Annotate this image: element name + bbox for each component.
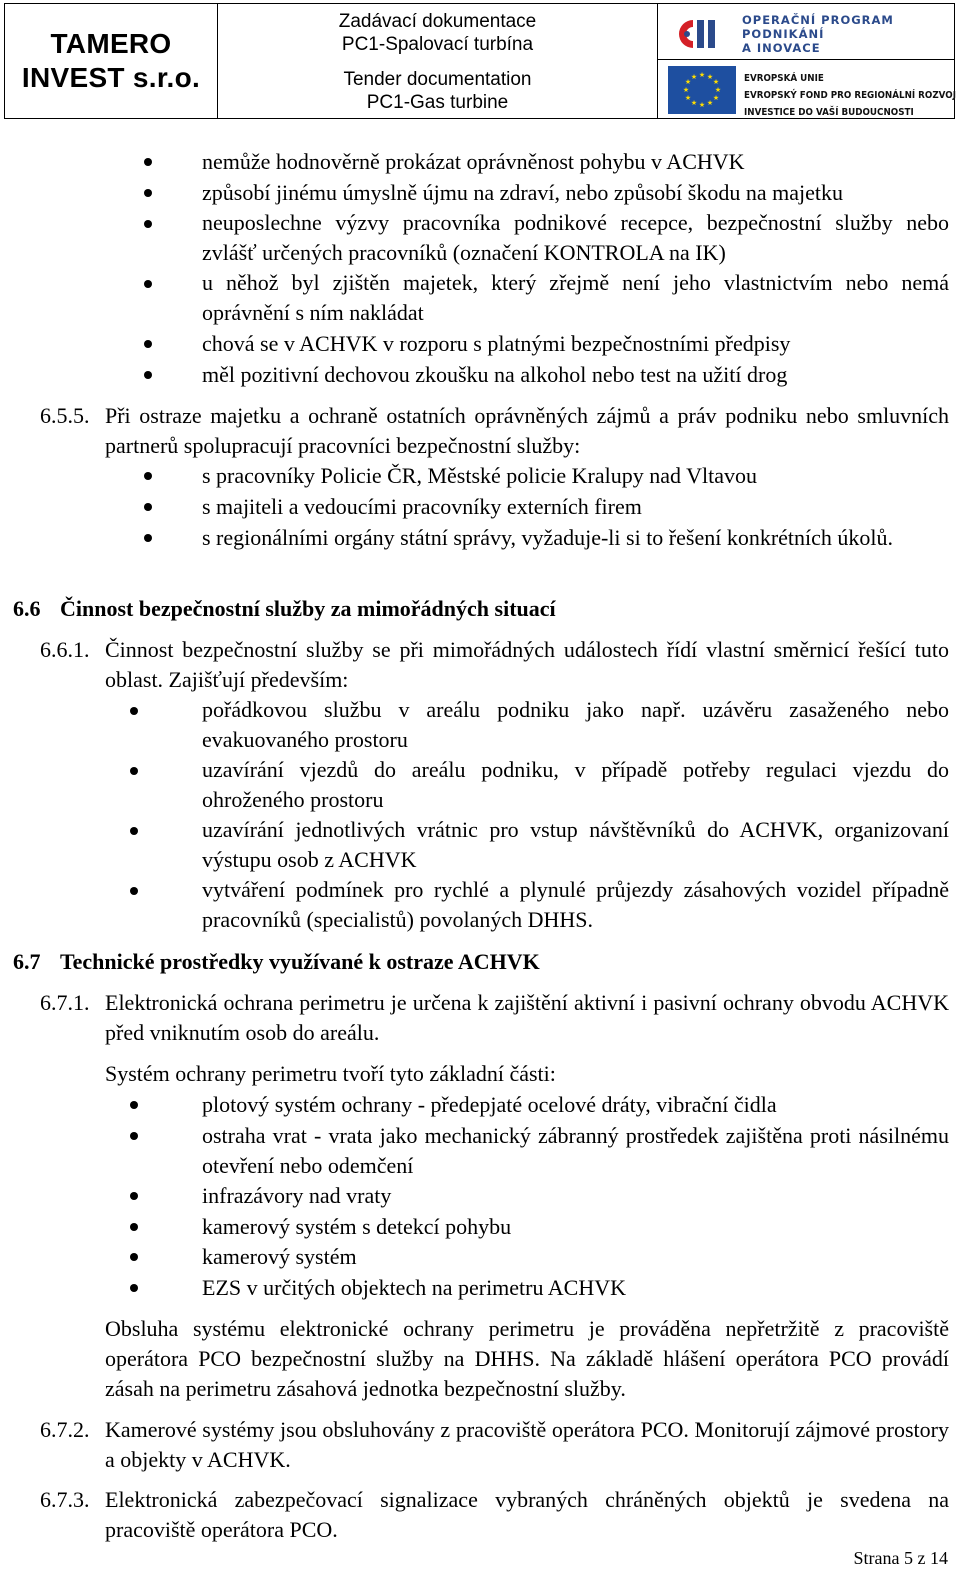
list-item: uzavírání jednotlivých vrátnic pro vstup návštěvníků do ACHVK, organizovaní výstupu osob z ACHVK — [202, 817, 949, 872]
section-number: 6.7 — [13, 949, 41, 974]
oppik-logo-icon — [675, 16, 725, 52]
eu-text-2: EVROPSKÝ FOND PRO REGIONÁLNÍ ROZVOJ — [744, 90, 956, 101]
svg-text:★: ★ — [682, 86, 690, 94]
bullet-icon — [130, 1101, 138, 1109]
paragraph-closing: Obsluha systému elektronické ochrany perimetru je prováděna nepřetržitě z pracoviště operátora PCO bezpečnostní služby na DHHS. Na základě hlášení operátora PCO provádí zásah na perimetru zásahová jednotka bezpečnostní služby. — [105, 1316, 949, 1401]
list-item: uzavírání vjezdů do areálu podniku, v případě potřeby regulaci vjezdu do ohroženého prostoru — [202, 757, 949, 812]
list-item: s pracovníky Policie ČR, Městské policie Kralupy nad Vltavou — [202, 463, 758, 488]
list-item: ostraha vrat - vrata jako mechanický zábranný prostředek zajištěna proti násilnému otevření nebo odemčení — [202, 1123, 949, 1178]
paragraph-number: 6.7.1. — [40, 990, 90, 1015]
oppik-text-1: OPERAČNÍ PROGRAM — [742, 13, 894, 27]
list-item: kamerový systém s detekcí pohybu — [202, 1214, 512, 1239]
list-item: chová se v ACHVK v rozporu s platnými bezpečnostními předpisy — [202, 331, 791, 356]
oppik-logo — [658, 4, 954, 60]
svg-text:★: ★ — [712, 94, 720, 102]
bullet-icon — [130, 767, 138, 775]
paragraph-number: 6.7.2. — [40, 1417, 90, 1442]
eu-logo-text — [744, 70, 956, 121]
company-line-1: TAMERO — [50, 28, 172, 59]
bullet-icon — [144, 534, 152, 542]
paragraph-text: Činnost bezpečnostní služby se při mimořádných událostech řídí vlastní směrnicí řešící tuto oblast. Zajišťují především: — [105, 637, 949, 692]
eu-text-1: EVROPSKÁ UNIE — [744, 73, 824, 84]
doc-title-en-2: PC1-Gas turbine — [366, 92, 509, 113]
bullet-icon — [144, 189, 152, 197]
list-item: s regionálními orgány státní správy, vyžaduje-li si to řešení konkrétních úkolů. — [202, 525, 894, 550]
svg-text:★: ★ — [714, 86, 722, 94]
svg-text:★: ★ — [690, 73, 698, 81]
list-item: měl pozitivní dechovou zkoušku na alkohol nebo test na užití drog — [202, 362, 788, 387]
paragraph-text: Při ostraze majetku a ochraně ostatních oprávněných zájmů a práv podniku nebo smluvních partnerů spolupracují pracovníci bezpečnostní služby: — [105, 403, 949, 458]
bullet-icon — [144, 280, 152, 288]
bullet-icon — [130, 1192, 138, 1200]
bullet-icon — [144, 220, 152, 228]
svg-text:★: ★ — [712, 78, 720, 86]
bullet-icon — [130, 707, 138, 715]
section-number: 6.6 — [13, 596, 41, 621]
list-item: EZS v určitých objektech na perimetru ACHVK — [202, 1275, 627, 1300]
svg-text:★: ★ — [706, 99, 714, 107]
svg-text:★: ★ — [684, 78, 692, 86]
bullet-icon — [130, 1253, 138, 1261]
bullet-icon — [144, 503, 152, 511]
page-header — [4, 3, 955, 119]
oppik-text-3: A INOVACE — [742, 41, 821, 55]
oppik-text-2: PODNIKÁNÍ — [742, 27, 825, 41]
bullet-icon — [130, 887, 138, 895]
doc-title-cz-1: Zadávací dokumentace — [338, 11, 537, 32]
company-line-2: INVEST s.r.o. — [21, 62, 201, 93]
logos-cell — [658, 4, 954, 118]
list-item: kamerový systém — [202, 1244, 357, 1269]
list-item: nemůže hodnověrně prokázat oprávněnost pohybu v ACHVK — [202, 149, 745, 174]
company-name — [5, 4, 218, 118]
paragraph-number: 6.7.3. — [40, 1487, 90, 1512]
doc-title-en-1: Tender documentation — [343, 69, 532, 90]
eu-flag-icon — [668, 66, 736, 114]
paragraph-text: Elektronická ochrana perimetru je určena k zajištění aktivní i pasivní ochrany obvodu ACHVK před vniknutím osob do areálu. — [105, 990, 949, 1045]
list-item: způsobí jinému úmyslně újmu na zdraví, nebo způsobí škodu na majetku — [202, 180, 843, 205]
list-item: vytváření podmínek pro rychlé a plynulé průjezdy zásahových vozidel případně pracovníků (specialistů) povolaných DHHS. — [202, 877, 949, 932]
page-number: Strana 5 z 14 — [853, 1548, 948, 1568]
svg-text:★: ★ — [706, 73, 714, 81]
paragraph-number: 6.6.1. — [40, 637, 90, 662]
bullet-icon — [144, 371, 152, 379]
eu-text-3: INVESTICE DO VAŠÍ BUDOUCNOSTI — [744, 107, 914, 118]
svg-text:★: ★ — [698, 71, 706, 79]
document-title — [218, 4, 658, 118]
paragraph-number: 6.5.5. — [40, 403, 90, 428]
section-title: Technické prostředky využívané k ostraze ACHVK — [60, 949, 540, 974]
section-title: Činnost bezpečnostní služby za mimořádných situací — [60, 596, 556, 621]
bullet-icon — [130, 1223, 138, 1231]
doc-title-cz-2: PC1-Spalovací turbína — [341, 34, 534, 55]
paragraph-text: Kamerové systémy jsou obsluhovány z pracoviště operátora PCO. Monitorují zájmové prostory a objekty v ACHVK. — [105, 1417, 949, 1472]
bullet-icon — [130, 1284, 138, 1292]
list-item: s majiteli a vedoucími pracovníky externích firem — [202, 494, 642, 519]
paragraph-text: Elektronická zabezpečovací signalizace vybraných chráněných objektů je svedena na pracoviště operátora PCO. — [105, 1487, 949, 1542]
section-heading — [13, 947, 540, 977]
section-heading — [13, 594, 556, 624]
bullet-icon — [130, 827, 138, 835]
bullet-icon — [144, 472, 152, 480]
list-item: infrazávory nad vraty — [202, 1183, 392, 1208]
list-item: pořádkovou službu v areálu podniku jako např. uzávěru zasaženého nebo evakuovaného prostoru — [202, 697, 949, 752]
oppik-logo-text — [742, 13, 894, 55]
svg-text:★: ★ — [698, 101, 706, 109]
paragraph-intro: Systém ochrany perimetru tvoří tyto základní části: — [105, 1061, 556, 1086]
bullet-icon — [144, 340, 152, 348]
svg-text:★: ★ — [690, 99, 698, 107]
bullet-icon — [130, 1132, 138, 1140]
svg-text:★: ★ — [684, 94, 692, 102]
list-item: u něhož byl zjištěn majetek, který zřejmě není jeho vlastnictvím nebo nemá oprávnění s ním nakládat — [202, 270, 949, 325]
list-item: plotový systém ochrany - předepjaté ocelové dráty, vibrační čidla — [202, 1092, 777, 1117]
bullet-icon — [144, 158, 152, 166]
list-item: neuposlechne výzvy pracovníka podnikové recepce, bezpečnostní služby nebo zvlášť určených pracovníků (označení KONTROLA na IK) — [202, 210, 949, 265]
